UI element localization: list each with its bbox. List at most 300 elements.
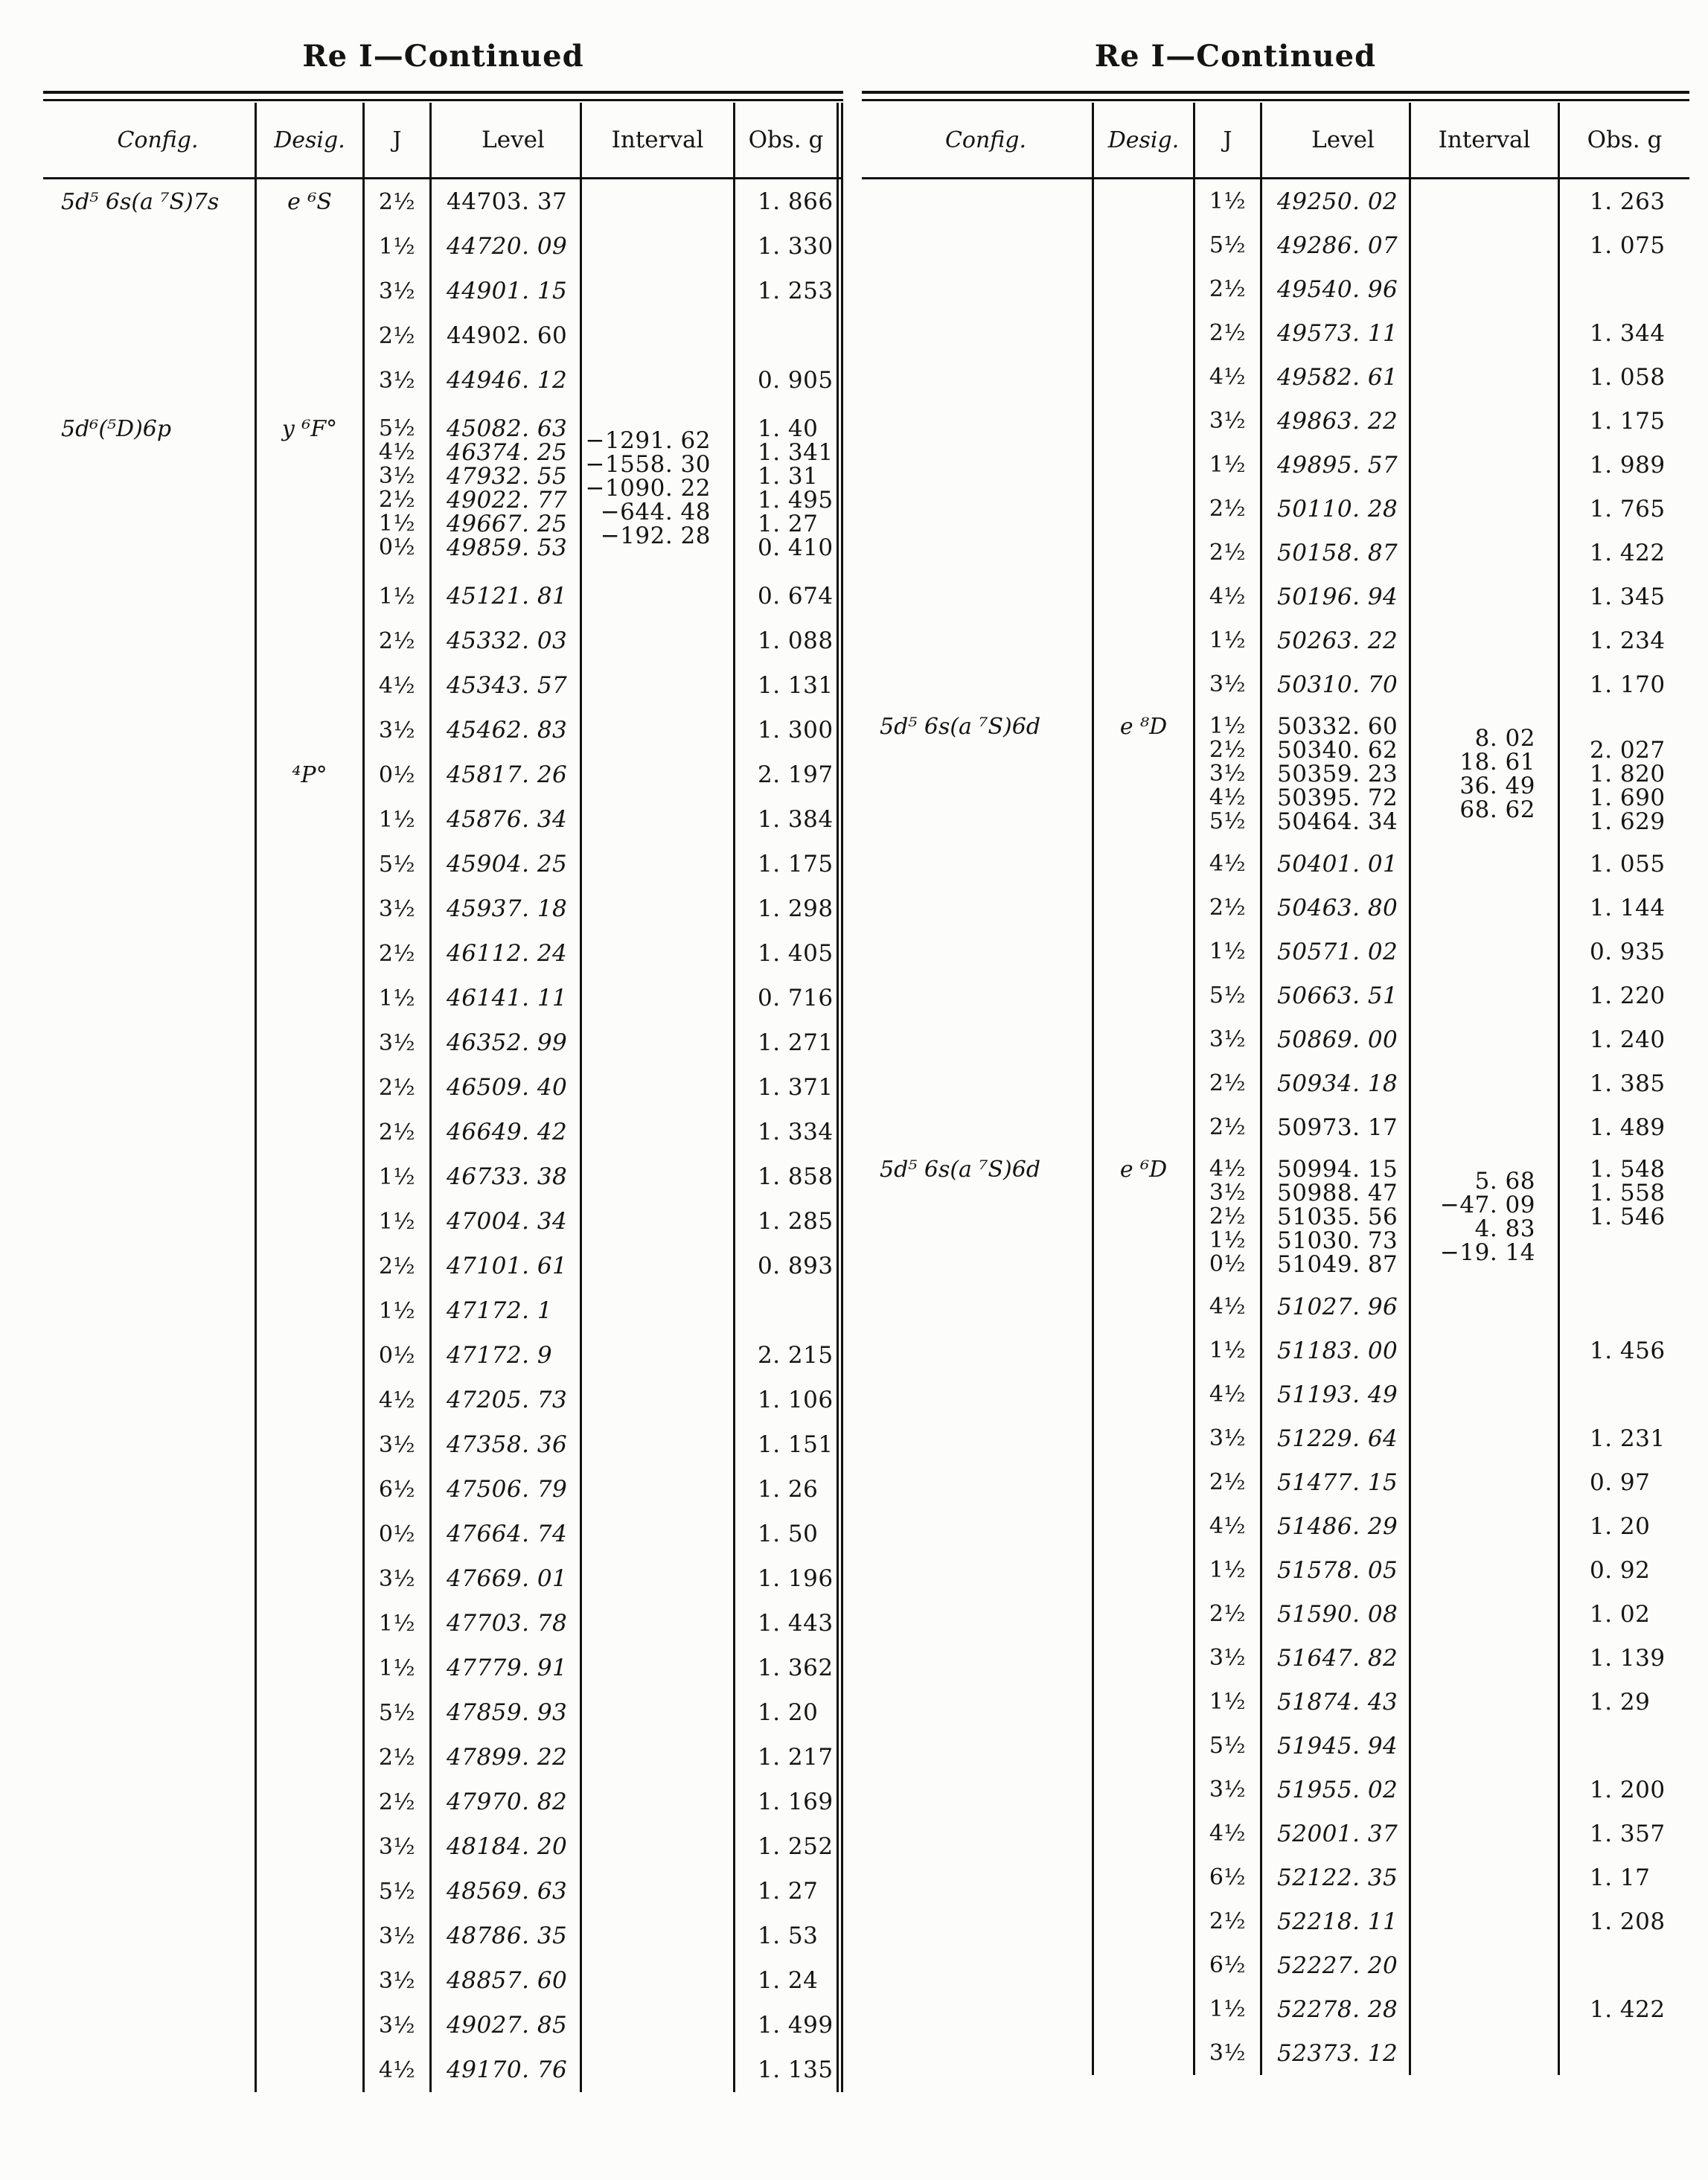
interval-cell bbox=[1411, 267, 1560, 311]
interval-cell bbox=[1411, 706, 1560, 842]
desig-cell bbox=[1094, 443, 1195, 487]
desig-cell bbox=[257, 663, 365, 708]
interval-cell bbox=[1411, 662, 1560, 706]
table-row bbox=[862, 1943, 1689, 1987]
interval-cell bbox=[1411, 531, 1560, 575]
level-cell: 47004. 34 bbox=[432, 1199, 582, 1244]
table-row bbox=[862, 1105, 1689, 1149]
desig-cell: e ⁸D bbox=[1094, 706, 1195, 842]
level-cell: 49582. 61 bbox=[1262, 355, 1411, 399]
level-cell: 47859. 93 bbox=[432, 1690, 582, 1735]
obs-g-cell bbox=[1560, 1943, 1689, 1987]
level-value: 51035. 56 bbox=[1277, 1204, 1398, 1230]
level-cell: 47205. 73 bbox=[432, 1378, 582, 1422]
j-cell: 0½ bbox=[365, 752, 432, 797]
desig-cell bbox=[1094, 842, 1195, 886]
obs-g-cell bbox=[1560, 267, 1689, 311]
j-cell: 1½ bbox=[365, 1199, 432, 1244]
j-value: 3½ bbox=[1209, 1180, 1247, 1206]
level-cell: 49027. 85 bbox=[432, 2003, 582, 2048]
interval-cell bbox=[582, 886, 735, 931]
j-cell: 1½ bbox=[365, 797, 432, 842]
desig-cell bbox=[257, 2048, 365, 2092]
j-cell: 3½ bbox=[365, 269, 432, 313]
config-cell: 5d⁵ 6s(a ⁷S)7s bbox=[43, 179, 257, 224]
interval-cell bbox=[582, 1288, 735, 1333]
interval-cell bbox=[582, 269, 735, 313]
j-value: 4½ bbox=[1209, 1156, 1247, 1182]
interval-cell bbox=[1411, 1504, 1560, 1548]
j-cell: 3½ bbox=[1195, 1416, 1262, 1460]
config-cell bbox=[862, 1680, 1094, 1724]
desig-cell bbox=[257, 842, 365, 886]
j-value: 1½ bbox=[1209, 713, 1247, 739]
interval-value: −1558. 30 bbox=[585, 451, 711, 478]
desig-cell bbox=[257, 797, 365, 842]
obs-g-value: 1. 40 bbox=[758, 415, 819, 442]
desig-cell bbox=[257, 708, 365, 752]
j-cell: 3½ bbox=[365, 1556, 432, 1601]
interval-cell bbox=[1411, 1724, 1560, 1768]
table-row bbox=[862, 1329, 1689, 1372]
desig-cell bbox=[257, 1780, 365, 1824]
table-row bbox=[862, 930, 1689, 974]
interval-cell bbox=[1411, 1372, 1560, 1416]
obs-g-cell: 1. 285 bbox=[735, 1199, 843, 1244]
level-cell: 45937. 18 bbox=[432, 886, 582, 931]
level-value: 50359. 23 bbox=[1277, 761, 1398, 787]
interval-cell bbox=[582, 2048, 735, 2092]
interval-cell bbox=[1411, 1987, 1560, 2031]
config-cell bbox=[43, 618, 257, 663]
j-cell: 5½ bbox=[365, 842, 432, 886]
level-cell bbox=[1262, 1149, 1411, 1285]
level-value: 50988. 47 bbox=[1277, 1180, 1398, 1206]
obs-g-cell: 1. 200 bbox=[1590, 1776, 1666, 1803]
obs-g-cell: 1. 27 bbox=[735, 1869, 843, 1914]
j-cell: 2½ bbox=[1195, 487, 1262, 531]
j-cell: 6½ bbox=[365, 1467, 432, 1512]
config-cell bbox=[862, 1285, 1094, 1329]
obs-g-value bbox=[1590, 1253, 1689, 1276]
interval-cell bbox=[582, 1556, 735, 1601]
table-row bbox=[43, 708, 843, 752]
config-cell bbox=[43, 2003, 257, 2048]
level-cell: 45817. 26 bbox=[432, 752, 582, 797]
table-row bbox=[862, 1812, 1689, 1855]
obs-g-cell: 1. 088 bbox=[735, 618, 843, 663]
table-row bbox=[862, 267, 1689, 311]
config-cell bbox=[43, 224, 257, 269]
interval-cell bbox=[1411, 1592, 1560, 1636]
obs-g-cell: 1. 385 bbox=[1590, 1070, 1666, 1097]
interval-cell bbox=[1411, 575, 1560, 618]
table-row bbox=[43, 1824, 843, 1869]
table-row bbox=[43, 1958, 843, 2003]
config-cell bbox=[862, 355, 1094, 399]
obs-g-cell: 1. 131 bbox=[735, 663, 843, 708]
config-cell bbox=[43, 1199, 257, 1244]
config-cell bbox=[862, 662, 1094, 706]
level-cell: 52373. 12 bbox=[1262, 2031, 1411, 2075]
j-cell: 2½ bbox=[365, 313, 432, 358]
table-row bbox=[43, 1333, 843, 1378]
level-cell: 51193. 49 bbox=[1262, 1372, 1411, 1416]
desig-cell bbox=[1094, 1768, 1195, 1812]
j-cell: 2½ bbox=[1195, 1460, 1262, 1504]
table-row bbox=[43, 1601, 843, 1646]
header-obs-g: Obs. g bbox=[735, 103, 843, 177]
level-cell: 50571. 02 bbox=[1262, 930, 1411, 974]
header-j: J bbox=[365, 103, 432, 177]
config-cell bbox=[862, 1855, 1094, 1899]
desig-cell bbox=[1094, 575, 1195, 618]
config-cell bbox=[43, 2048, 257, 2092]
table-row bbox=[862, 1899, 1689, 1943]
obs-g-cell: 1. 139 bbox=[1590, 1644, 1666, 1672]
config-cell bbox=[862, 223, 1094, 267]
config-cell bbox=[862, 399, 1094, 443]
desig-cell bbox=[257, 269, 365, 313]
interval-cell bbox=[582, 179, 735, 224]
j-cell: 3½ bbox=[1195, 1017, 1262, 1061]
config-cell bbox=[862, 1061, 1094, 1105]
header-interval: Interval bbox=[1411, 103, 1560, 177]
level-cell: 49250. 02 bbox=[1262, 179, 1411, 223]
level-cell: 49540. 96 bbox=[1262, 267, 1411, 311]
level-value: 50994. 15 bbox=[1277, 1156, 1398, 1183]
j-cell: 1½ bbox=[365, 1288, 432, 1333]
obs-g-cell: 1. 989 bbox=[1590, 451, 1666, 479]
obs-g-cell: 1. 362 bbox=[735, 1646, 843, 1690]
interval-cell bbox=[1411, 842, 1560, 886]
obs-g-cell bbox=[735, 403, 843, 574]
interval-cell bbox=[1411, 1017, 1560, 1061]
obs-g-cell: 1. 253 bbox=[735, 269, 843, 313]
level-cell: 51578. 05 bbox=[1262, 1548, 1411, 1592]
j-cell: 4½ bbox=[1195, 355, 1262, 399]
table-row bbox=[862, 662, 1689, 706]
obs-g-cell: 1. 298 bbox=[735, 886, 843, 931]
config-cell bbox=[862, 1768, 1094, 1812]
desig-cell bbox=[1094, 399, 1195, 443]
config-cell bbox=[43, 1333, 257, 1378]
level-cell: 50196. 94 bbox=[1262, 575, 1411, 618]
obs-g-cell: 1. 17 bbox=[1590, 1864, 1651, 1891]
obs-g-cell: 1. 357 bbox=[1590, 1820, 1666, 1847]
interval-stack bbox=[1411, 1169, 1535, 1265]
obs-g-cell: 1. 075 bbox=[1590, 231, 1666, 259]
interval-cell bbox=[582, 2003, 735, 2048]
header-config: Config. bbox=[862, 103, 1094, 177]
obs-g-cell: 1. 170 bbox=[1590, 671, 1666, 698]
config-cell bbox=[43, 976, 257, 1020]
config-cell bbox=[862, 1416, 1094, 1460]
level-cell: 47506. 79 bbox=[432, 1467, 582, 1512]
j-value: 3½ bbox=[378, 463, 416, 489]
level-value: 50340. 62 bbox=[1277, 737, 1398, 764]
config-cell bbox=[862, 1943, 1094, 1987]
interval-cell bbox=[1411, 1768, 1560, 1812]
interval-cell bbox=[582, 797, 735, 842]
desig-cell bbox=[257, 1422, 365, 1467]
obs-g-cell: 1. 20 bbox=[1590, 1512, 1651, 1540]
level-cell: 52218. 11 bbox=[1262, 1899, 1411, 1943]
level-cell: 46352. 99 bbox=[432, 1020, 582, 1065]
table-row bbox=[862, 842, 1689, 886]
level-value: 45082. 63 bbox=[447, 415, 568, 442]
interval-cell bbox=[582, 1958, 735, 2003]
desig-cell bbox=[1094, 1812, 1195, 1855]
obs-g-cell: 1. 175 bbox=[1590, 407, 1666, 435]
level-cell: 46509. 40 bbox=[432, 1065, 582, 1110]
config-cell bbox=[43, 1512, 257, 1556]
obs-g-cell bbox=[1560, 1285, 1689, 1329]
obs-g-value: 1. 27 bbox=[758, 511, 819, 537]
interval-cell bbox=[1411, 1636, 1560, 1680]
j-cell: 1½ bbox=[365, 976, 432, 1020]
interval-cell bbox=[582, 1154, 735, 1199]
level-cell: 44703. 37 bbox=[432, 179, 582, 224]
level-cell: 46733. 38 bbox=[432, 1154, 582, 1199]
left-table-title: Re I—Continued bbox=[302, 39, 584, 74]
j-cell: 4½ bbox=[1195, 1285, 1262, 1329]
obs-g-cell bbox=[1560, 2031, 1689, 2075]
double-top-rule bbox=[862, 91, 1689, 101]
desig-cell bbox=[1094, 1592, 1195, 1636]
obs-g-value: 1. 690 bbox=[1590, 784, 1666, 811]
obs-g-cell: 1. 234 bbox=[1590, 627, 1666, 654]
header-interval: Interval bbox=[582, 103, 735, 177]
level-cell: 50158. 87 bbox=[1262, 531, 1411, 575]
config-cell bbox=[43, 1690, 257, 1735]
desig-cell bbox=[257, 1869, 365, 1914]
double-top-rule bbox=[43, 91, 843, 101]
level-cell: 50463. 80 bbox=[1262, 886, 1411, 930]
table-row bbox=[862, 1504, 1689, 1548]
obs-g-value bbox=[1590, 715, 1689, 738]
obs-g-cell: 1. 106 bbox=[735, 1378, 843, 1422]
j-cell: 3½ bbox=[365, 1020, 432, 1065]
j-cell: 3½ bbox=[365, 1958, 432, 2003]
obs-g-cell: 1. 405 bbox=[735, 931, 843, 976]
desig-cell bbox=[257, 931, 365, 976]
config-cell bbox=[862, 311, 1094, 355]
level-value: 49667. 25 bbox=[447, 511, 568, 537]
table-row bbox=[862, 1017, 1689, 1061]
config-cell bbox=[43, 1154, 257, 1199]
table-row bbox=[43, 1154, 843, 1199]
desig-cell bbox=[257, 1333, 365, 1378]
config-cell bbox=[43, 1601, 257, 1646]
j-cell: 6½ bbox=[1195, 1943, 1262, 1987]
j-cell: 2½ bbox=[365, 1110, 432, 1154]
obs-g-cell: 0. 674 bbox=[735, 574, 843, 618]
desig-cell bbox=[257, 1601, 365, 1646]
desig-cell: y ⁶F° bbox=[257, 403, 365, 574]
level-cell: 44902. 60 bbox=[432, 313, 582, 358]
config-cell bbox=[862, 1636, 1094, 1680]
j-cell: 2½ bbox=[365, 1065, 432, 1110]
desig-cell bbox=[1094, 618, 1195, 662]
interval-cell bbox=[1411, 1285, 1560, 1329]
desig-cell bbox=[257, 1914, 365, 1958]
table-row bbox=[862, 1285, 1689, 1329]
interval-cell bbox=[1411, 1812, 1560, 1855]
desig-cell bbox=[1094, 1416, 1195, 1460]
level-cell: 46112. 24 bbox=[432, 931, 582, 976]
j-cell: 2½ bbox=[1195, 1899, 1262, 1943]
j-cell: 5½ bbox=[365, 1690, 432, 1735]
j-cell: 2½ bbox=[1195, 311, 1262, 355]
level-cell: 50110. 28 bbox=[1262, 487, 1411, 531]
config-cell bbox=[43, 1556, 257, 1601]
interval-cell bbox=[582, 1601, 735, 1646]
desig-cell bbox=[1094, 930, 1195, 974]
j-value: 5½ bbox=[378, 415, 416, 441]
obs-g-cell: 0. 893 bbox=[735, 1244, 843, 1288]
desig-cell bbox=[1094, 662, 1195, 706]
table-row bbox=[43, 976, 843, 1020]
table-row bbox=[862, 443, 1689, 487]
j-cell: 1½ bbox=[365, 1601, 432, 1646]
obs-g-cell: 1. 443 bbox=[735, 1601, 843, 1646]
config-cell bbox=[862, 267, 1094, 311]
desig-cell bbox=[257, 2003, 365, 2048]
desig-cell bbox=[257, 1646, 365, 1690]
config-cell bbox=[862, 842, 1094, 886]
j-cell: 4½ bbox=[365, 2048, 432, 2092]
desig-cell bbox=[1094, 1943, 1195, 1987]
config-cell bbox=[43, 1780, 257, 1824]
config-cell bbox=[43, 797, 257, 842]
config-cell bbox=[43, 708, 257, 752]
interval-cell bbox=[582, 1646, 735, 1690]
level-cell: 45876. 34 bbox=[432, 797, 582, 842]
level-cell: 51477. 15 bbox=[1262, 1460, 1411, 1504]
obs-g-cell: 1. 422 bbox=[1590, 539, 1666, 566]
right-table-header-row bbox=[862, 103, 1689, 179]
obs-g-cell: 1. 866 bbox=[735, 179, 843, 224]
desig-cell bbox=[1094, 1899, 1195, 1943]
table-row bbox=[43, 574, 843, 618]
level-cell: 50973. 17 bbox=[1262, 1105, 1411, 1149]
j-cell: 1½ bbox=[1195, 443, 1262, 487]
interval-value: −19. 14 bbox=[1439, 1239, 1535, 1266]
obs-g-value: 2. 027 bbox=[1590, 737, 1666, 764]
j-cell: 0½ bbox=[365, 1333, 432, 1378]
level-cell: 48857. 60 bbox=[432, 1958, 582, 2003]
obs-g-value: 1. 820 bbox=[1590, 761, 1666, 787]
table-row bbox=[43, 1378, 843, 1422]
j-cell: 3½ bbox=[1195, 2031, 1262, 2075]
desig-cell bbox=[1094, 974, 1195, 1017]
table-row bbox=[43, 1288, 843, 1333]
j-cell: 0½ bbox=[365, 1512, 432, 1556]
table-row-group bbox=[862, 706, 1689, 842]
j-cell bbox=[365, 403, 432, 574]
interval-value: 8. 02 bbox=[1474, 725, 1535, 752]
interval-cell bbox=[582, 1378, 735, 1422]
interval-cell bbox=[1411, 1548, 1560, 1592]
j-cell: 3½ bbox=[1195, 662, 1262, 706]
table-row bbox=[43, 179, 843, 224]
config-cell bbox=[862, 1548, 1094, 1592]
config-cell bbox=[862, 1017, 1094, 1061]
config-cell bbox=[862, 1899, 1094, 1943]
j-cell bbox=[1195, 706, 1262, 842]
desig-cell bbox=[1094, 1987, 1195, 2031]
config-cell bbox=[43, 269, 257, 313]
config-cell bbox=[43, 1110, 257, 1154]
level-cell: 49170. 76 bbox=[432, 2048, 582, 2092]
right-table-title: Re I—Continued bbox=[1094, 39, 1377, 74]
config-cell bbox=[43, 1065, 257, 1110]
level-cell: 52122. 35 bbox=[1262, 1855, 1411, 1899]
desig-cell bbox=[257, 1288, 365, 1333]
interval-cell bbox=[582, 1244, 735, 1288]
j-cell: 2½ bbox=[1195, 886, 1262, 930]
table-row bbox=[862, 1548, 1689, 1592]
j-cell: 4½ bbox=[1195, 1504, 1262, 1548]
interval-cell bbox=[1411, 930, 1560, 974]
interval-cell bbox=[1411, 1149, 1560, 1285]
interval-cell bbox=[582, 1735, 735, 1780]
table-row bbox=[862, 1460, 1689, 1504]
level-cell: 47101. 61 bbox=[432, 1244, 582, 1288]
desig-cell bbox=[257, 618, 365, 663]
interval-stack bbox=[582, 429, 711, 548]
table-row bbox=[43, 1199, 843, 1244]
desig-cell bbox=[257, 976, 365, 1020]
table-row bbox=[43, 358, 843, 403]
table-row bbox=[862, 1724, 1689, 1768]
desig-cell bbox=[1094, 1636, 1195, 1680]
obs-g-cell: 1. 53 bbox=[735, 1914, 843, 1958]
obs-g-cell bbox=[735, 313, 843, 358]
table-row bbox=[43, 2048, 843, 2092]
config-cell bbox=[43, 1467, 257, 1512]
interval-cell bbox=[1411, 223, 1560, 267]
desig-cell bbox=[1094, 179, 1195, 223]
desig-cell bbox=[1094, 1724, 1195, 1768]
level-cell: 47970. 82 bbox=[432, 1780, 582, 1824]
obs-g-cell: 1. 263 bbox=[1590, 188, 1666, 215]
desig-cell bbox=[1094, 886, 1195, 930]
config-cell bbox=[862, 179, 1094, 223]
obs-g-cell: 1. 208 bbox=[1590, 1908, 1666, 1935]
config-cell bbox=[862, 1812, 1094, 1855]
desig-cell bbox=[1094, 311, 1195, 355]
table-row bbox=[862, 886, 1689, 930]
table-row bbox=[862, 399, 1689, 443]
table-row bbox=[862, 1855, 1689, 1899]
level-cell: 50869. 00 bbox=[1262, 1017, 1411, 1061]
obs-g-cell: 1. 175 bbox=[735, 842, 843, 886]
obs-g-cell: 1. 858 bbox=[735, 1154, 843, 1199]
desig-cell bbox=[257, 1110, 365, 1154]
j-cell: 1½ bbox=[1195, 930, 1262, 974]
j-cell: 4½ bbox=[1195, 1812, 1262, 1855]
interval-cell bbox=[582, 618, 735, 663]
j-cell: 3½ bbox=[365, 886, 432, 931]
obs-g-cell: 1. 26 bbox=[735, 1467, 843, 1512]
interval-cell bbox=[582, 358, 735, 403]
interval-cell bbox=[582, 224, 735, 269]
level-cell: 45904. 25 bbox=[432, 842, 582, 886]
desig-cell bbox=[1094, 1285, 1195, 1329]
table-row bbox=[43, 1780, 843, 1824]
